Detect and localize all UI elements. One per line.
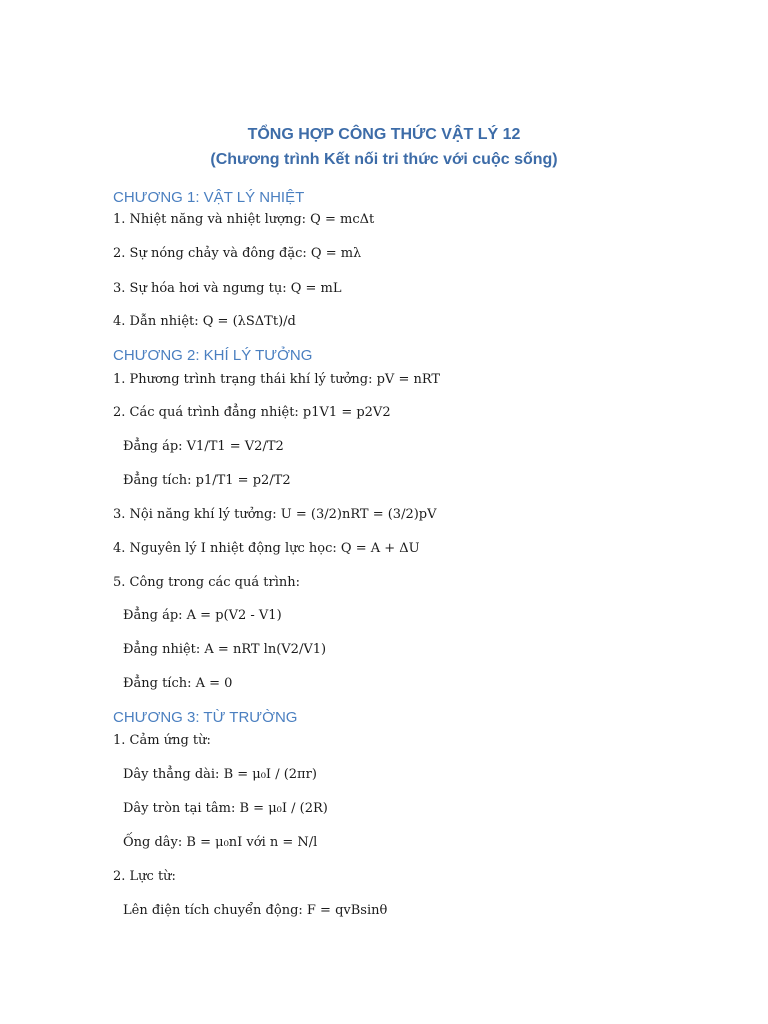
chapter-3-heading: CHƯƠNG 3: TỪ TRƯỜNG: [113, 709, 298, 726]
chapter-1-line: 1. Nhiệt năng và nhiệt lượng: Q = mcΔt: [113, 212, 375, 227]
document-subtitle: (Chương trình Kết nối tri thức với cuộc sống): [210, 151, 558, 168]
chapter-2-line: 3. Nội năng khí lý tưởng: U = (3/2)nRT = (3/2)pV: [113, 507, 437, 522]
chapter-2-line: 2. Các quá trình đẳng nhiệt: p1V1 = p2V2: [113, 405, 391, 420]
chapter-2-line: Đẳng tích: A = 0: [123, 676, 233, 691]
chapter-3-line: Dây tròn tại tâm: B = μ₀I / (2R): [123, 801, 328, 816]
chapter-1-line: 3. Sự hóa hơi và ngưng tụ: Q = mL: [113, 281, 342, 296]
chapter-2-heading: CHƯƠNG 2: KHÍ LÝ TƯỞNG: [113, 347, 313, 364]
chapter-3-line: 2. Lực từ:: [113, 869, 176, 884]
chapter-2-line: Đẳng áp: A = p(V2 - V1): [123, 608, 282, 623]
chapter-2-line: 5. Công trong các quá trình:: [113, 575, 300, 590]
chapter-1-heading: CHƯƠNG 1: VẬT LÝ NHIỆT: [113, 189, 305, 206]
chapter-3-line: Ống dây: B = μ₀nI với n = N/l: [123, 835, 318, 850]
chapter-2-line: 4. Nguyên lý I nhiệt động lực học: Q = A + ΔU: [113, 541, 420, 556]
document-title: TỔNG HỢP CÔNG THỨC VẬT LÝ 12: [247, 126, 521, 143]
chapter-2-line: Đẳng nhiệt: A = nRT ln(V2/V1): [123, 642, 327, 657]
chapter-2-line: 1. Phương trình trạng thái khí lý tưởng: pV = nRT: [113, 372, 441, 387]
chapter-1-line: 4. Dẫn nhiệt: Q = (λSΔTt)/d: [113, 314, 296, 329]
chapter-2-line: Đẳng áp: V1/T1 = V2/T2: [123, 439, 284, 454]
chapter-1-line: 2. Sự nóng chảy và đông đặc: Q = mλ: [113, 246, 362, 261]
chapter-2-line: Đẳng tích: p1/T1 = p2/T2: [123, 473, 291, 488]
chapter-3-line: Lên điện tích chuyển động: F = qvBsinθ: [123, 903, 388, 918]
chapter-3-line: 1. Cảm ứng từ:: [113, 733, 211, 748]
chapter-3-line: Dây thẳng dài: B = μ₀I / (2πr): [123, 767, 317, 782]
